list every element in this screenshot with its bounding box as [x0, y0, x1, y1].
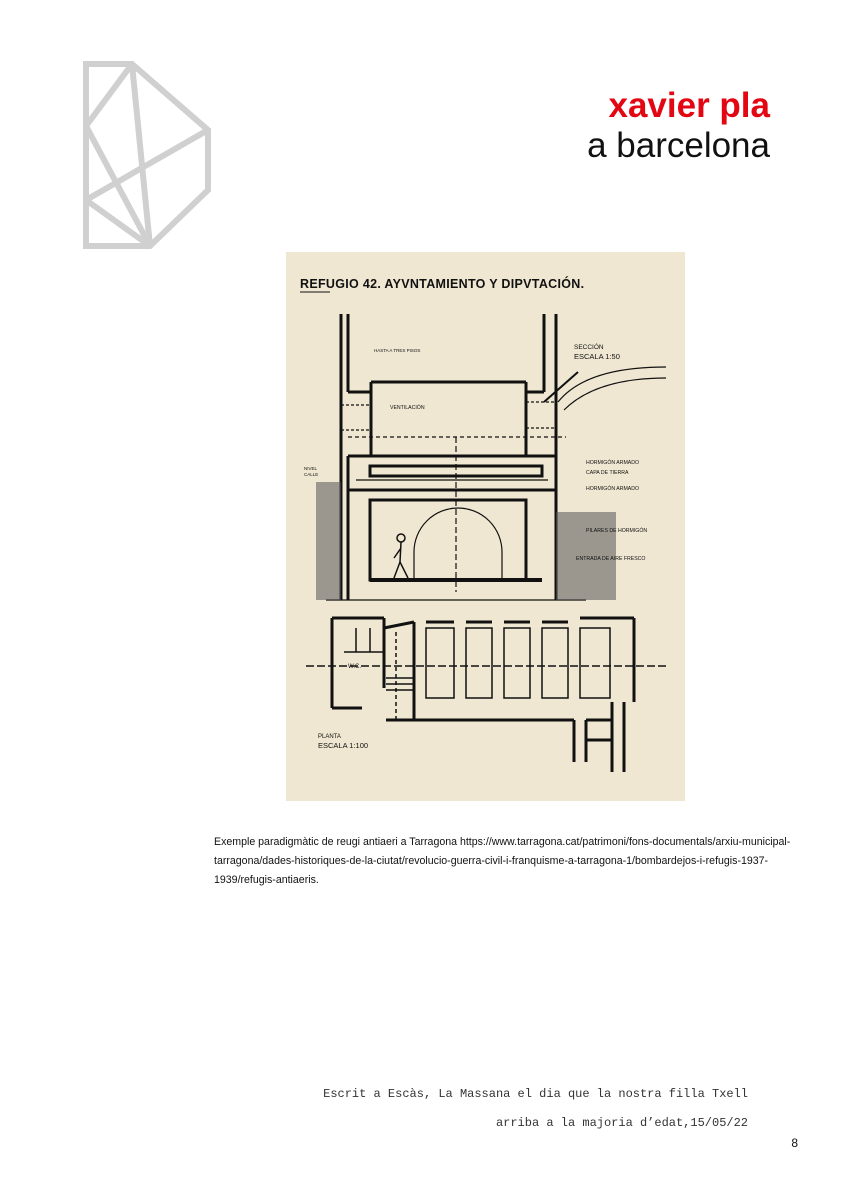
label-calle: CALLE [304, 472, 319, 477]
label-section-scale: ESCALA 1:50 [574, 352, 620, 361]
label-nivel: NIVEL [304, 466, 318, 471]
page-number: 8 [791, 1136, 798, 1150]
figure-caption: Exemple paradigmàtic de reugi antiaeri a Tarragona https://www.tarragona.cat/patrimoni/fons-documentals/arxiu-municipal-tarragona/dades-historiques-de-la-ciutat/revolucio-guerra-civil-i-franquisme-a-tarragona-1/bombardejos-i-refugis-1937-1939/refugis-antiaeris. [214, 836, 791, 886]
label-hormigon-armado-1: HORMIGÓN ARMADO [586, 460, 640, 466]
architectural-drawing [286, 252, 685, 801]
label-entrada-aire: ENTRADA DE AIRE FRESCO [576, 556, 646, 562]
label-planta: PLANTA [318, 734, 341, 740]
label-hasta: HASTA A TRES PISOS [374, 348, 421, 353]
signature-line-2: arriba a la majoria d’edat,15/05/22 [495, 1116, 748, 1130]
label-pilares: PILARES DE HORMIGÓN [586, 528, 648, 534]
label-section: SECCIÓN [574, 344, 604, 351]
label-planta-scale: ESCALA 1:100 [318, 741, 369, 750]
signature-line-1: Escrit a Escàs, La Massana el dia que la nostra filla Txell [323, 1087, 748, 1101]
brand-line-1: xavier pla [608, 86, 770, 125]
label-ventilacion: VENTILACIÓN [390, 405, 425, 411]
label-hormigon-armado-2: HORMIGÓN ARMADO [586, 486, 640, 492]
label-wc: W.C. [348, 664, 361, 670]
brand-line-2: a barcelona [587, 126, 770, 165]
geometric-x-logo-icon [82, 60, 214, 250]
brand-title [587, 86, 770, 166]
label-capa-tierra: CAPA DE TIERRA [586, 470, 629, 476]
drawing-title: REFUGIO 42. AYVNTAMIENTO Y DIPVTACIÓN. [300, 277, 585, 291]
